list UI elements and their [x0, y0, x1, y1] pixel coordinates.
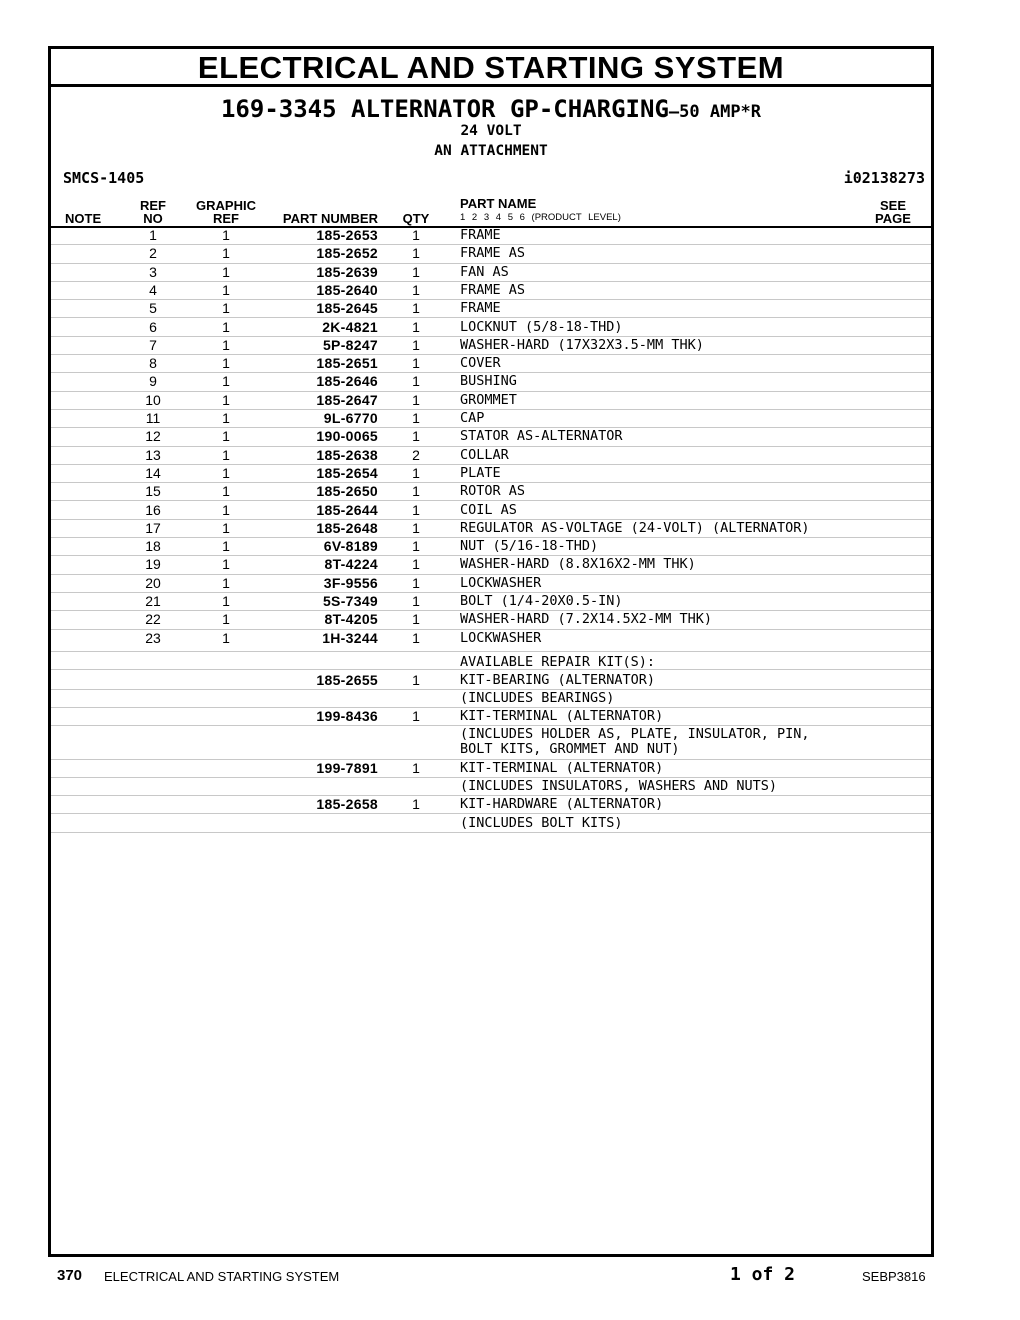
graphic-ref: 1 — [222, 245, 230, 262]
ref-no: 18 — [145, 538, 161, 555]
table-row — [51, 611, 931, 629]
graphic-ref: 1 — [222, 483, 230, 500]
quantity: 1 — [412, 318, 420, 335]
quantity: 1 — [412, 593, 420, 609]
table-row — [51, 245, 931, 263]
kit-row — [51, 760, 931, 778]
document-id: i02138273 — [843, 169, 925, 187]
part-name: NUT (5/16-18-THD) — [460, 538, 599, 555]
graphic-ref: 1 — [222, 538, 230, 555]
ref-no: 13 — [145, 446, 161, 463]
graphic-ref: 1 — [222, 501, 230, 518]
table-row — [51, 465, 931, 483]
repair-kits-heading: AVAILABLE REPAIR KIT(S): — [460, 653, 656, 670]
ref-no: 1 — [149, 227, 157, 243]
table-row — [51, 337, 931, 355]
part-name: CAP — [460, 410, 485, 426]
table-row — [51, 227, 931, 245]
kit-name: KIT-HARDWARE (ALTERNATOR) — [460, 796, 664, 813]
ref-no: 2 — [149, 245, 157, 262]
kit-row — [51, 708, 931, 726]
group-title-suffix: —50 AMP*R — [668, 102, 762, 122]
part-number: 185-2645 — [316, 300, 378, 317]
part-number: 185-2639 — [316, 263, 378, 280]
part-name: COIL AS — [460, 501, 517, 518]
table-row — [51, 264, 931, 282]
part-name: FRAME — [460, 227, 501, 243]
part-number: 8T-4224 — [324, 556, 378, 573]
table-row — [51, 502, 931, 520]
footer-page-of: 1 of 2 — [730, 1264, 796, 1285]
col-header-product-level: 1 2 3 4 5 6 (PRODUCT LEVEL) — [460, 212, 621, 223]
part-name: BUSHING — [460, 373, 517, 390]
part-number: 185-2653 — [316, 227, 378, 243]
quantity: 1 — [412, 263, 420, 280]
quantity: 1 — [412, 355, 420, 372]
quantity: 1 — [412, 245, 420, 262]
quantity: 1 — [412, 464, 420, 481]
title-divider — [51, 84, 931, 87]
ref-no: 4 — [149, 281, 157, 298]
table-row — [51, 392, 931, 410]
part-number: 2K-4821 — [322, 318, 378, 335]
part-name: BOLT (1/4-20X0.5-IN) — [460, 593, 623, 609]
kit-quantity: 1 — [412, 796, 420, 813]
graphic-ref: 1 — [222, 593, 230, 609]
table-row — [51, 282, 931, 300]
table-row — [51, 538, 931, 556]
graphic-ref: 1 — [222, 355, 230, 372]
quantity: 1 — [412, 629, 420, 646]
kit-quantity: 1 — [412, 708, 420, 725]
col-header-part-name: PART NAME — [460, 196, 537, 211]
part-number: 185-2640 — [316, 281, 378, 298]
quantity: 1 — [412, 373, 420, 390]
table-row — [51, 556, 931, 574]
graphic-ref: 1 — [222, 373, 230, 390]
quantity: 1 — [412, 410, 420, 426]
graphic-ref: 1 — [222, 446, 230, 463]
kit-heading-row — [51, 652, 931, 670]
kit-note-row — [51, 778, 931, 796]
kit-note: (INCLUDES HOLDER AS, PLATE, INSULATOR, PIN, — [460, 726, 810, 743]
quantity: 1 — [412, 483, 420, 500]
quantity: 1 — [412, 336, 420, 353]
part-name: FRAME AS — [460, 281, 526, 298]
part-name: STATOR AS-ALTERNATOR — [460, 428, 623, 445]
table-row — [51, 593, 931, 611]
table-row — [51, 410, 931, 428]
kit-part-number: 185-2658 — [316, 796, 378, 813]
part-number: 9L-6770 — [323, 410, 378, 426]
quantity: 1 — [412, 611, 420, 628]
page-frame — [48, 46, 934, 1257]
quantity: 1 — [412, 538, 420, 555]
part-name: COVER — [460, 355, 501, 372]
kit-note-row — [51, 726, 931, 759]
footer-page-number: 370 — [57, 1267, 83, 1284]
graphic-ref: 1 — [222, 629, 230, 646]
group-title — [51, 95, 931, 126]
quantity: 1 — [412, 428, 420, 445]
quantity: 1 — [412, 391, 420, 408]
quantity: 1 — [412, 519, 420, 536]
table-row — [51, 428, 931, 446]
quantity: 1 — [412, 501, 420, 518]
kit-row — [51, 672, 931, 690]
part-number: 5P-8247 — [322, 336, 378, 353]
part-number: 190-0065 — [316, 428, 378, 445]
part-name: LOCKWASHER — [460, 629, 542, 646]
table-row — [51, 520, 931, 538]
graphic-ref: 1 — [222, 263, 230, 280]
group-title-main: 169-3345 ALTERNATOR GP-CHARGING — [220, 95, 669, 123]
col-header-graphic-bottom: REF — [213, 211, 239, 226]
part-number: 185-2647 — [316, 391, 378, 408]
col-header-ref-bottom: NO — [143, 211, 163, 226]
part-number: 185-2638 — [316, 446, 378, 463]
ref-no: 12 — [145, 428, 161, 445]
part-name: FRAME — [460, 300, 501, 317]
ref-no: 9 — [149, 373, 157, 390]
kit-note-continued: BOLT KITS, GROMMET AND NUT) — [460, 741, 680, 758]
graphic-ref: 1 — [222, 574, 230, 591]
part-name: LOCKNUT (5/8-18-THD) — [460, 318, 623, 335]
kit-part-number: 185-2655 — [316, 671, 378, 688]
part-name: WASHER-HARD (8.8X16X2-MM THK) — [460, 556, 696, 573]
part-number: 8T-4205 — [324, 611, 378, 628]
part-number: 1H-3244 — [322, 629, 378, 646]
quantity: 1 — [412, 556, 420, 573]
kit-note-row — [51, 815, 931, 833]
ref-no: 7 — [149, 336, 157, 353]
graphic-ref: 1 — [222, 336, 230, 353]
col-header-see-top: SEE — [879, 198, 906, 213]
footer-section-title: ELECTRICAL AND STARTING SYSTEM — [104, 1269, 340, 1284]
kit-name: KIT-TERMINAL (ALTERNATOR) — [460, 759, 664, 776]
part-name: FAN AS — [460, 263, 509, 280]
table-row — [51, 300, 931, 318]
part-number: 185-2650 — [316, 483, 378, 500]
subtitle-voltage: 24 VOLT — [460, 123, 522, 139]
graphic-ref: 1 — [222, 464, 230, 481]
table-row — [51, 630, 931, 652]
part-number: 185-2654 — [316, 464, 378, 481]
ref-no: 16 — [145, 501, 161, 518]
table-row — [51, 355, 931, 373]
ref-no: 6 — [149, 318, 157, 335]
ref-no: 21 — [145, 593, 161, 609]
col-header-part-number: PART NUMBER — [282, 211, 378, 226]
graphic-ref: 1 — [222, 611, 230, 628]
kit-quantity: 1 — [412, 759, 420, 776]
graphic-ref: 1 — [222, 410, 230, 426]
smcs-code: SMCS-1405 — [63, 169, 145, 187]
quantity: 1 — [412, 300, 420, 317]
table-row — [51, 373, 931, 391]
kit-part-number: 199-8436 — [316, 708, 378, 725]
graphic-ref: 1 — [222, 227, 230, 243]
part-number: 185-2644 — [316, 501, 378, 518]
col-header-graphic-top: GRAPHIC — [196, 198, 256, 213]
part-name: GROMMET — [460, 391, 517, 408]
ref-no: 5 — [149, 300, 157, 317]
part-number: 3F-9556 — [323, 574, 378, 591]
part-name: LOCKWASHER — [460, 574, 542, 591]
table-row — [51, 483, 931, 501]
table-row — [51, 319, 931, 337]
graphic-ref: 1 — [222, 318, 230, 335]
graphic-ref: 1 — [222, 428, 230, 445]
part-number: 185-2646 — [316, 373, 378, 390]
kit-name: KIT-TERMINAL (ALTERNATOR) — [460, 708, 664, 725]
part-number: 185-2652 — [316, 245, 378, 262]
kit-quantity: 1 — [412, 671, 420, 688]
col-header-qty: QTY — [402, 211, 430, 226]
ref-no: 15 — [145, 483, 161, 500]
footer-document-code: SEBP3816 — [862, 1269, 926, 1284]
ref-no: 20 — [145, 574, 161, 591]
ref-no: 19 — [145, 556, 161, 573]
kit-note: (INCLUDES BEARINGS) — [460, 689, 615, 706]
graphic-ref: 1 — [222, 281, 230, 298]
kit-note: (INCLUDES BOLT KITS) — [460, 814, 623, 831]
kit-name: KIT-BEARING (ALTERNATOR) — [460, 671, 656, 688]
part-number: 185-2648 — [316, 519, 378, 536]
ref-no: 11 — [145, 410, 161, 426]
system-title: ELECTRICAL AND STARTING SYSTEM — [197, 50, 785, 85]
part-name: WASHER-HARD (17X32X3.5-MM THK) — [460, 336, 704, 353]
col-header-see-bottom: PAGE — [875, 211, 911, 226]
part-name: PLATE — [460, 464, 501, 481]
quantity: 1 — [412, 281, 420, 298]
table-row — [51, 575, 931, 593]
part-name: WASHER-HARD (7.2X14.5X2-MM THK) — [460, 611, 712, 628]
table-row — [51, 447, 931, 465]
part-number: 185-2651 — [316, 355, 378, 372]
graphic-ref: 1 — [222, 519, 230, 536]
ref-no: 8 — [149, 355, 157, 372]
part-number: 6V-8189 — [323, 538, 378, 555]
part-name: ROTOR AS — [460, 483, 526, 500]
subtitle-attachment: AN ATTACHMENT — [434, 143, 548, 159]
col-header-ref-top: REF — [140, 198, 166, 213]
ref-no: 17 — [145, 519, 161, 536]
kit-note-row — [51, 690, 931, 708]
kit-note: (INCLUDES INSULATORS, WASHERS AND NUTS) — [460, 777, 777, 794]
graphic-ref: 1 — [222, 556, 230, 573]
ref-no: 14 — [145, 464, 161, 481]
kit-row — [51, 796, 931, 814]
ref-no: 23 — [145, 629, 161, 646]
quantity: 1 — [412, 227, 420, 243]
graphic-ref: 1 — [222, 300, 230, 317]
graphic-ref: 1 — [222, 391, 230, 408]
col-header-note: NOTE — [65, 211, 102, 226]
ref-no: 3 — [149, 263, 157, 280]
ref-no: 10 — [145, 391, 161, 408]
part-name: REGULATOR AS-VOLTAGE (24-VOLT) (ALTERNATOR) — [460, 519, 810, 536]
kit-part-number: 199-7891 — [316, 759, 378, 776]
ref-no: 22 — [145, 611, 161, 628]
quantity: 2 — [412, 446, 420, 463]
part-name: COLLAR — [460, 446, 509, 463]
part-name: FRAME AS — [460, 245, 526, 262]
quantity: 1 — [412, 574, 420, 591]
part-number: 5S-7349 — [322, 593, 378, 609]
